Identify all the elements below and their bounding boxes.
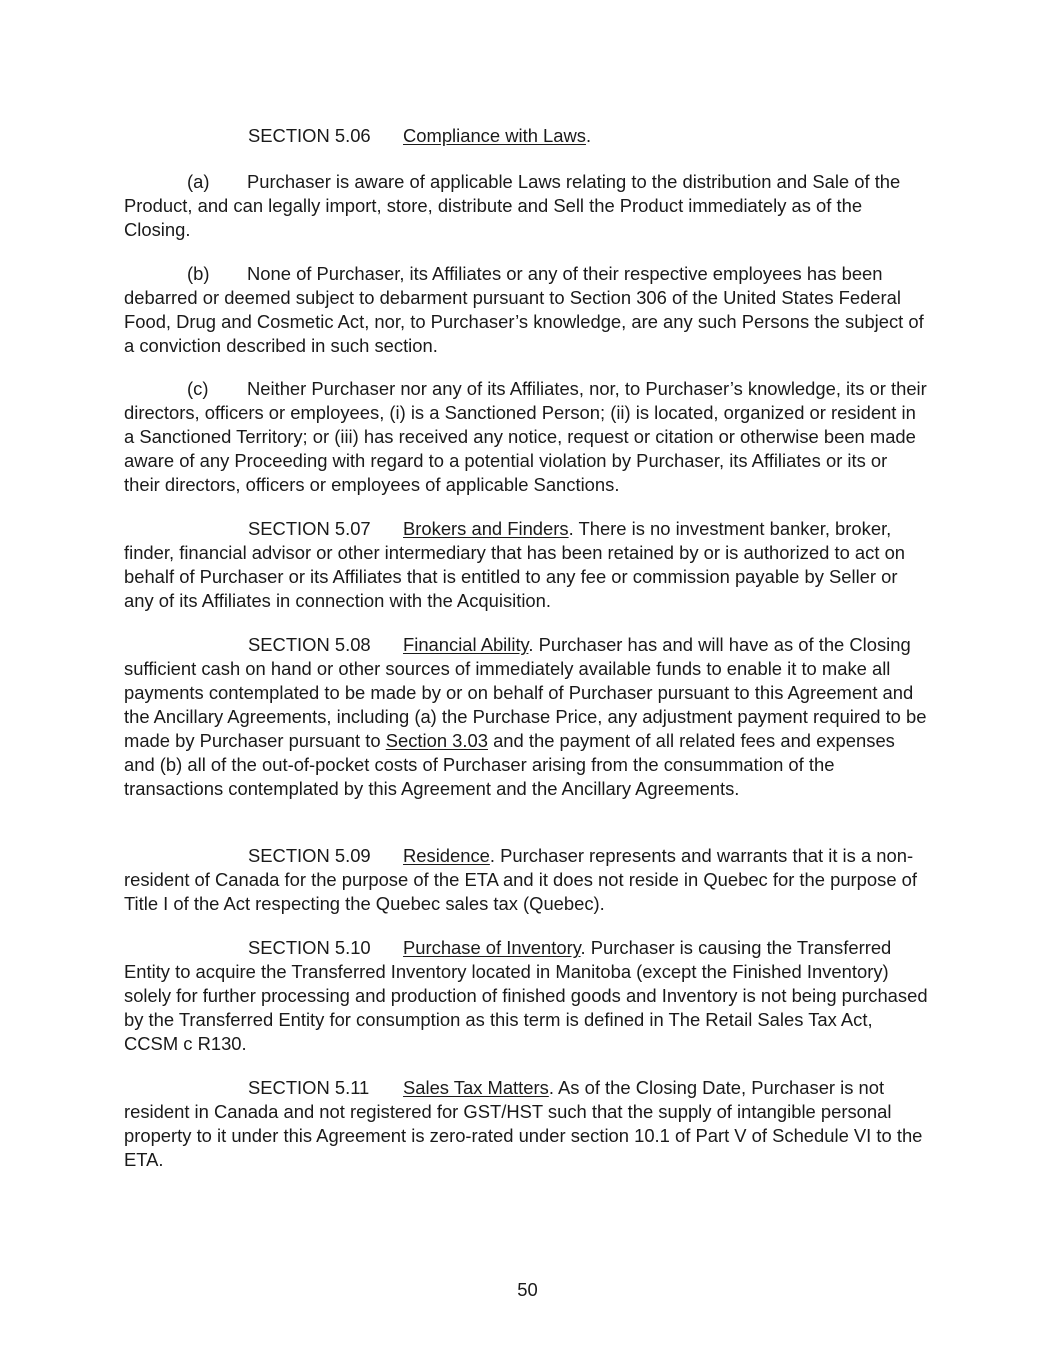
section-5-07	[124, 517, 928, 613]
section-number: SECTION 5.06	[248, 125, 371, 146]
section-title: Compliance with Laws	[403, 125, 586, 146]
section-text: . As of the Closing Date, Purchaser is not resident in Canada and not registered for GST/HST such that the supply of intangible personal property to it under this Agreement is zero-rated under section 10.1 of Part V of Schedule VI to the ETA.	[124, 1077, 923, 1170]
section-title: Brokers and Finders	[403, 518, 569, 539]
paragraph-label: (a)	[187, 171, 210, 192]
section-5-09	[124, 844, 928, 916]
paragraph-text: Neither Purchaser nor any of its Affiliates, nor, to Purchaser’s knowledge, its or their directors, officers or employees, (i) is a Sanctioned Person; (ii) is located, organized or resident in a Sanctioned Territory; or (iii) has received any notice, request or citation or otherwise been made aware of any Proceeding with regard to a potential violation by Purchaser, its Affiliates or its or their directors, officers or employees of applicable Sanctions.	[124, 378, 927, 495]
section-number: SECTION 5.09	[248, 845, 371, 866]
page-number: 50	[517, 1279, 538, 1300]
paragraph-5-06-a	[124, 170, 928, 242]
paragraph-label: (c)	[187, 378, 209, 399]
section-number: SECTION 5.08	[248, 634, 371, 655]
section-number: SECTION 5.11	[248, 1077, 370, 1098]
section-title: Financial Ability	[403, 634, 529, 655]
section-reference: Section 3.03	[385, 730, 488, 751]
section-5-10	[124, 936, 928, 1056]
section-text: . There is no investment banker, broker, finder, financial advisor or other intermediary that has been retained by or is authorized to act on behalf of Purchaser or its Affiliates that is entitled to any fee or commission payable by Seller or any of its Affiliates in connection with the Acquisition.	[124, 518, 906, 611]
section-number: SECTION 5.07	[248, 518, 371, 539]
paragraph-text: None of Purchaser, its Affiliates or any of their respective employees has been debarred or deemed subject to debarment pursuant to Section 306 of the United States Federal Food, Drug and Cosmetic Act, nor, to Purchaser’s knowledge, are any such Persons the subject of a conviction described in such section.	[124, 263, 924, 356]
section-title: Purchase of Inventory	[403, 937, 581, 958]
section-title: Sales Tax Matters	[403, 1077, 549, 1098]
section-5-11	[124, 1076, 928, 1172]
section-number: SECTION 5.10	[248, 937, 371, 958]
paragraph-text: Purchaser is aware of applicable Laws relating to the distribution and Sale of the Product, and can legally import, store, distribute and Sell the Product immediately as of the Closing.	[124, 171, 901, 240]
section-text: . Purchaser is causing the Transferred Entity to acquire the Transferred Inventory located in Manitoba (except the Finished Inventory) solely for further processing and production of finished goods and Inventory is not being purchased by the Transferred Entity for consumption as this term is defined in The Retail Sales Tax Act, CCSM c R130.	[124, 937, 928, 1054]
section-text: . Purchaser represents and warrants that it is a non-resident of Canada for the purpose of the ETA and it does not reside in Quebec for the purpose of Title I of the Act respecting the Quebec sales tax (Quebec).	[124, 845, 918, 914]
paragraph-label: (b)	[187, 263, 210, 284]
section-5-08	[124, 633, 928, 801]
section-5-06-heading: SECTION 5.06 Compliance with Laws.	[248, 125, 592, 146]
paragraph-5-06-c	[124, 377, 928, 497]
section-title: Residence	[403, 845, 490, 866]
paragraph-5-06-b	[124, 262, 928, 358]
section-text: . Purchaser has and will have as of the Closing sufficient cash on hand or other sources of immediately available funds to enable it to make all payments contemplated to be made by or on behalf of Purchaser pursuant to this Agreement and the Ancillary Agreements, including (a) the Purchase Price, any adjustment payment required to be made by Purchaser pursuant to	[124, 634, 927, 751]
section-text-cont: and the payment of all related fees and expenses and (b) all of the out-of-pocket costs of Purchaser arising from the consummation of the transactions contemplated by this Agreement and the Ancillary Agreements.	[124, 730, 895, 799]
